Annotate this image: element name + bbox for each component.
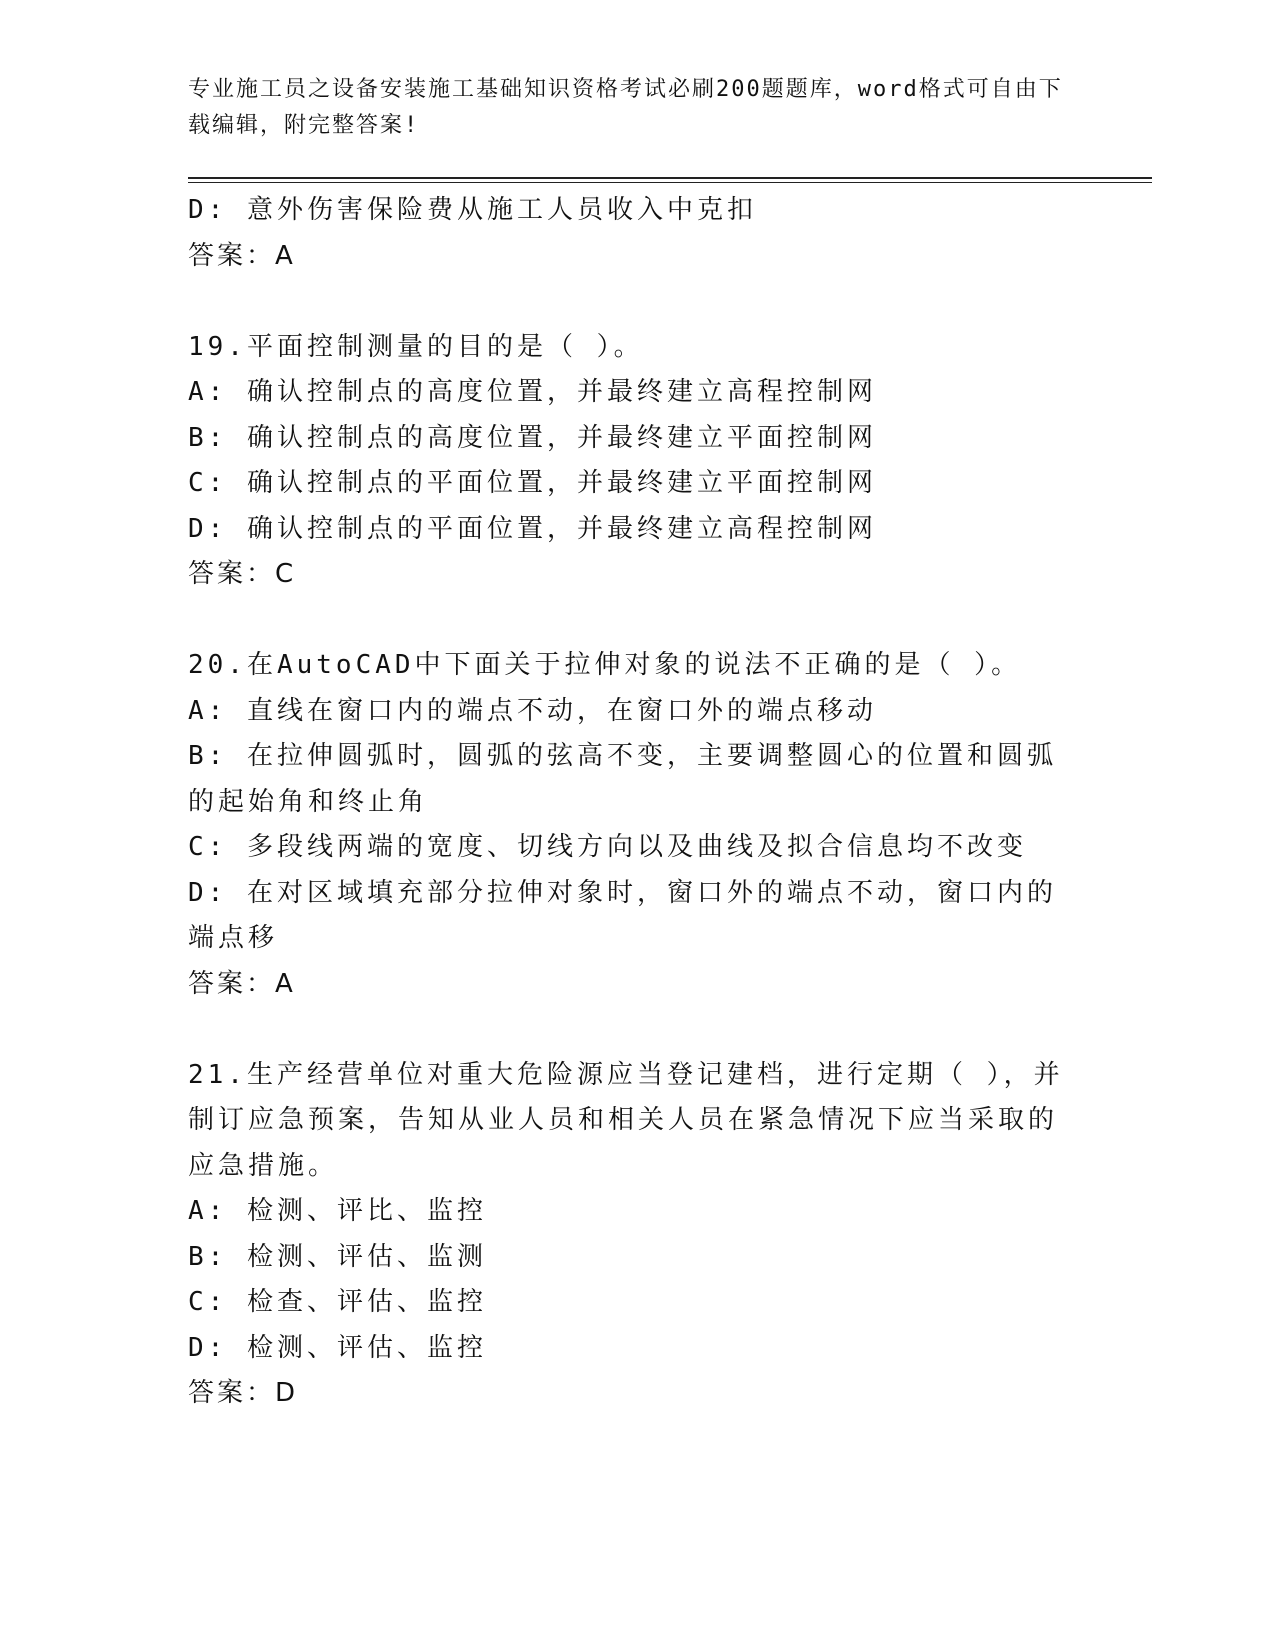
- option-a: A: 确认控制点的高度位置，并最终建立高程控制网: [188, 377, 877, 407]
- answer-line: 答案：A: [188, 240, 296, 271]
- header-divider-thin: [188, 182, 1152, 183]
- option-b: B: 在拉伸圆弧时，圆弧的弦高不变，主要调整圆心的位置和圆弧的起始角和终止角: [188, 741, 1057, 817]
- answer-line: 答案：C: [188, 559, 297, 589]
- question-stem: 21.生产经营单位对重大危险源应当登记建档，进行定期（ ），并制订应急预案，告知从业人员和相关人员在紧急情况下应当采取的应急措施。: [188, 1059, 1064, 1181]
- spacer: [188, 1007, 1068, 1053]
- document-body: [188, 188, 1068, 1417]
- spacer: [188, 279, 1068, 325]
- option-d: D: 意外伤害保险费从施工人员收入中克扣: [188, 195, 757, 225]
- previous-question-tail: [188, 188, 1068, 279]
- option-c: C: 检查、评估、监控: [188, 1287, 487, 1317]
- question-stem: 20.在AutoCAD中下面关于拉伸对象的说法不正确的是（ ）。: [188, 650, 1022, 680]
- option-b: B: 确认控制点的高度位置，并最终建立平面控制网: [188, 422, 877, 453]
- option-a: A: 检测、评比、监控: [188, 1196, 487, 1226]
- option-d: D: 在对区域填充部分拉伸对象时，窗口外的端点不动，窗口内的端点移: [188, 877, 1057, 953]
- option-c: C: 确认控制点的平面位置，并最终建立平面控制网: [188, 468, 877, 498]
- header-divider-thick: [188, 177, 1152, 179]
- question-stem: 19.平面控制测量的目的是（ ）。: [188, 331, 644, 362]
- option-c: C: 多段线两端的宽度、切线方向以及曲线及拟合信息均不改变: [188, 832, 1027, 862]
- spacer: [188, 598, 1068, 644]
- option-d: D: 确认控制点的平面位置，并最终建立高程控制网: [188, 513, 877, 544]
- question-21: [188, 1053, 1068, 1417]
- document-header: 专业施工员之设备安装施工基础知识资格考试必刷200题题库，word格式可自由下载编辑，附完整答案!: [188, 77, 1063, 138]
- option-b: B: 检测、评估、监测: [188, 1241, 487, 1272]
- question-20: [188, 643, 1068, 1007]
- answer-line: 答案：D: [188, 1378, 299, 1408]
- option-a: A: 直线在窗口内的端点不动，在窗口外的端点移动: [188, 695, 877, 726]
- option-d: D: 检测、评估、监控: [188, 1332, 487, 1363]
- question-19: [188, 325, 1068, 598]
- answer-line: 答案：A: [188, 968, 296, 999]
